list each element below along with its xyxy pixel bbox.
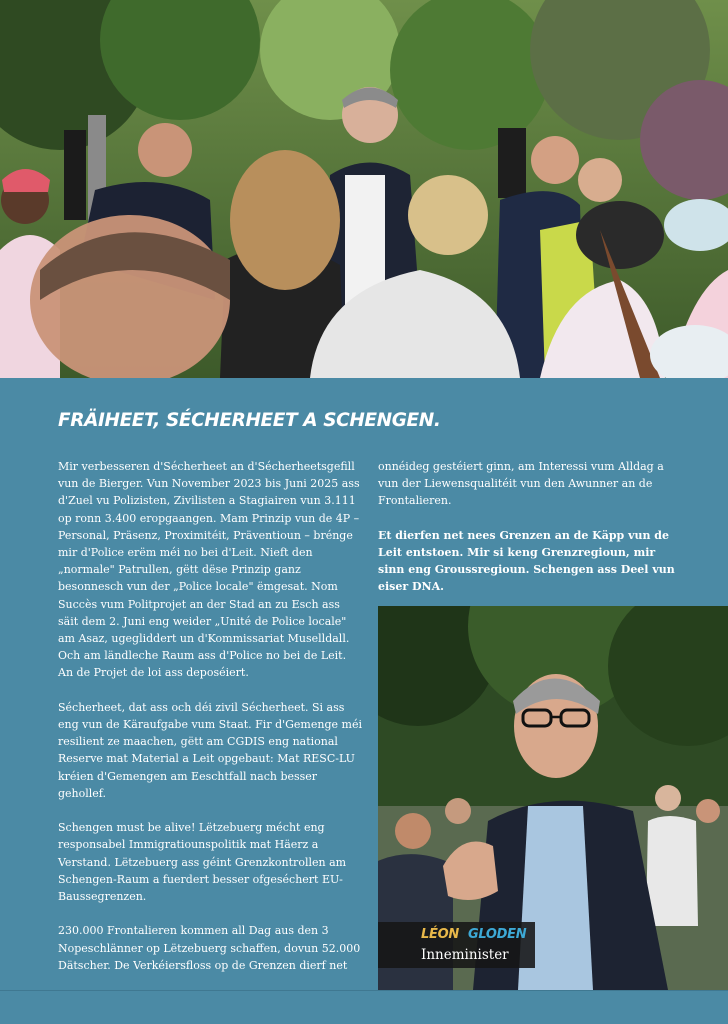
paragraph: onnéideg gestéiert ginn, am Interessi vum Alldag a vun der Liewensqualitéit vun den Awunner an de Frontalieren. <box>378 460 664 508</box>
paragraph: Mir verbesseren d'Sécherheet an d'Sécherheetsgefill vun de Bierger. Vun November 2023 bis Juni 2025 ass d'Zuel vu Polizisten, Zivilisten a Stagiairen vun 3.111 op ronn 3.400 eropgaangen. Mam Prinzip vun de 4P – Personal, Präsenz, Proximitéit, Präventioun – brénge mir d'Police erëm méi no bei d'Leit. Nieft den „normale" Patrullen, gëtt dëse Prinzip ganz besonnesch vun der „Police locale" ëmgesat. Nom Succès vum Politprojet an der Stad an zu Esch ass säit dem 2. Juni eng weider „Unité de Police locale" am Asaz, ugegliddert un d'Kommissariat Muselldall. Och am ländleche Raum ass d'Police no bei de Leit. An de Projet de loi ass deposéiert. <box>58 460 360 680</box>
caption-last-name: GLODEN <box>468 927 527 942</box>
left-text-column <box>58 458 363 991</box>
paragraph: Sécherheet, dat ass och déi zivil Sécherheet. Si ass eng vun de Käraufgabe vum Staat. Fir d'Gemenge méi resilient ze maachen, gëtt am CGDIS eng national Reserve mat Material a Leit opgebaut: Mat RESC-LU kréien d'Gemengen am Eeschtfall nach besser gehollef. <box>58 700 362 800</box>
right-text-column <box>378 458 678 613</box>
paragraph: Schengen must be alive! Lëtzebuerg mécht eng responsabel Immigratiounspolitik mat Häerz a Verstand. Lëtzebuerg ass géint Grenzkontrollen am Schengen-Raum a fuerdert besser ofgeséchert EU-Baussegrenzen. <box>58 821 347 904</box>
caption-first-name: LÉON <box>421 927 459 942</box>
bold-paragraph: Et dierfen net nees Grenzen an de Käpp vun de Leit entstoen. Mir si keng Grenzregioun, mir sinn eng Groussregioun. Schengen ass Deel vun eiser DNA. <box>378 528 675 594</box>
top-photo <box>0 0 728 378</box>
name-caption <box>378 922 535 968</box>
caption-role: Inneminister <box>421 947 509 963</box>
paragraph: 230.000 Frontalieren kommen all Dag aus den 3 Nopeschlänner op Lëtzebuerg schaffen, dovun 52.000 Dätscher. De Verkéiersfloss op de Grenzen dierf net <box>58 924 361 972</box>
divider <box>0 990 728 991</box>
page-headline: FRÄIHEET, SÉCHERHEET A SCHENGEN. <box>58 410 441 431</box>
